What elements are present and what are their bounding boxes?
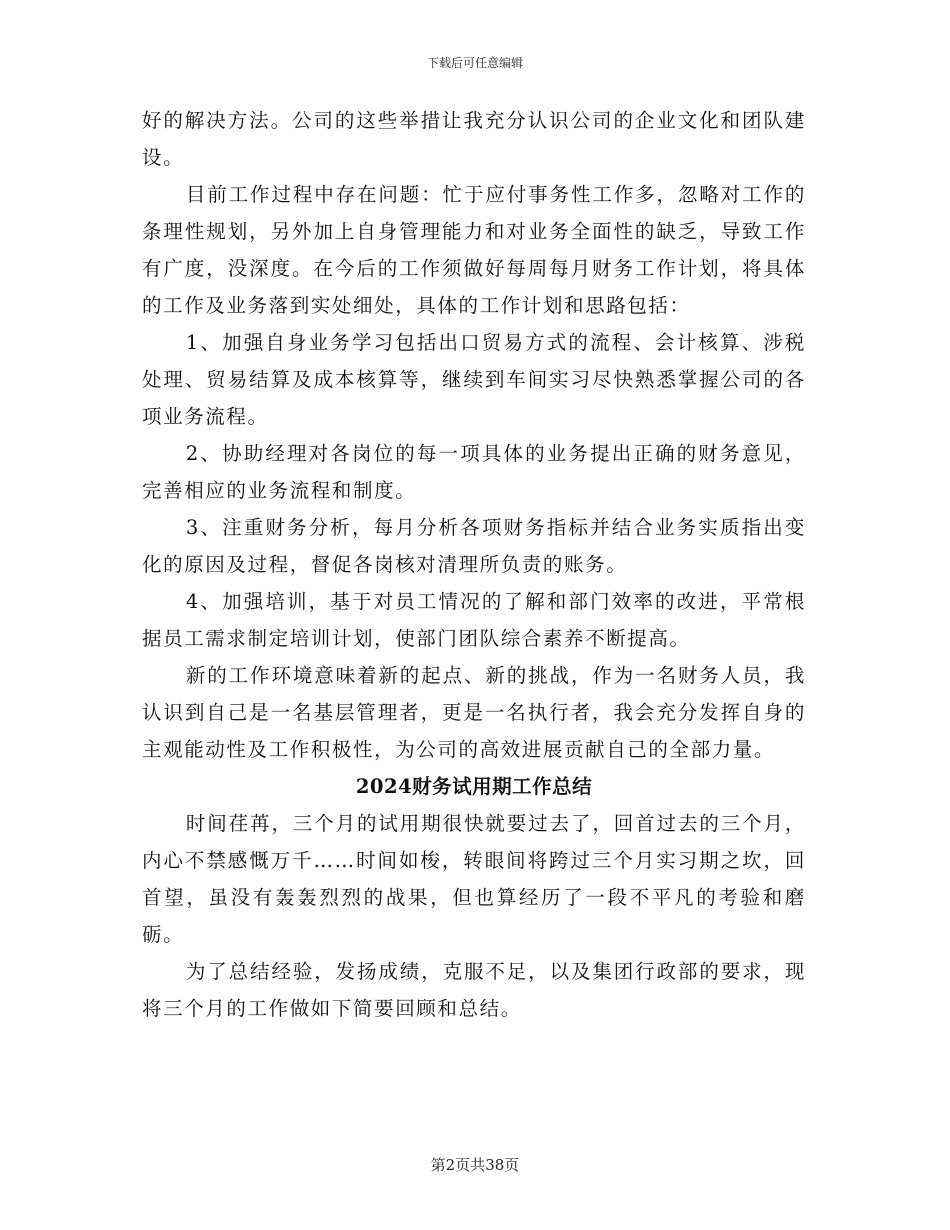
paragraph: 目前工作过程中存在问题：忙于应付事务性工作多，忽略对工作的条理性规划，另外加上自身管理能力和对业务全面性的缺乏，导致工作有广度，没深度。在今后的工作须做好每周每月财务工作计划，将具体的工作及业务落到实处细处，具体的工作计划和思路包括： [142,183,806,317]
paragraph: 好的解决方法。公司的这些举措让我充分认识公司的企业文化和团队建设。 [142,109,806,169]
list-item-paragraph: 1、加强自身业务学习包括出口贸易方式的流程、会计核算、涉税处理、贸易结算及成本核算等，继续到车间实习尽快熟悉掌握公司的各项业务流程。 [142,331,806,428]
list-item-paragraph: 4、加强培训，基于对员工情况的了解和部门效率的改进，平常根据员工需求制定培训计划，使部门团队综合素养不断提高。 [142,590,806,650]
paragraph: 新的工作环境意味着新的起点、新的挑战，作为一名财务人员，我认识到自己是一名基层管理者，更是一名执行者，我会充分发挥自身的主观能动性及工作积极性，为公司的高效进展贡献自己的全部力量。 [142,664,806,761]
document-body [142,102,806,1027]
list-item-paragraph: 2、协助经理对各岗位的每一项具体的业务提出正确的财务意见，完善相应的业务流程和制度。 [142,442,806,502]
section-title: 2024财务试用期工作总结 [355,775,593,798]
paragraph: 时间荏苒，三个月的试用期很快就要过去了，回首过去的三个月，内心不禁感慨万千……时间如梭，转眼间将跨过三个月实习期之坎，回首望，虽没有轰轰烈烈的战果，但也算经历了一段不平凡的考验和磨砺。 [142,812,806,946]
page-number: 第2页共38页 [430,1156,520,1174]
paragraph: 为了总结经验，发扬成绩，克服不足，以及集团行政部的要求，现将三个月的工作做如下简要回顾和总结。 [142,960,806,1020]
list-item-paragraph: 3、注重财务分析，每月分析各项财务指标并结合业务实质指出变化的原因及过程，督促各岗核对清理所负责的账务。 [142,516,806,576]
page-header: 下载后可任意编辑 [426,56,523,70]
